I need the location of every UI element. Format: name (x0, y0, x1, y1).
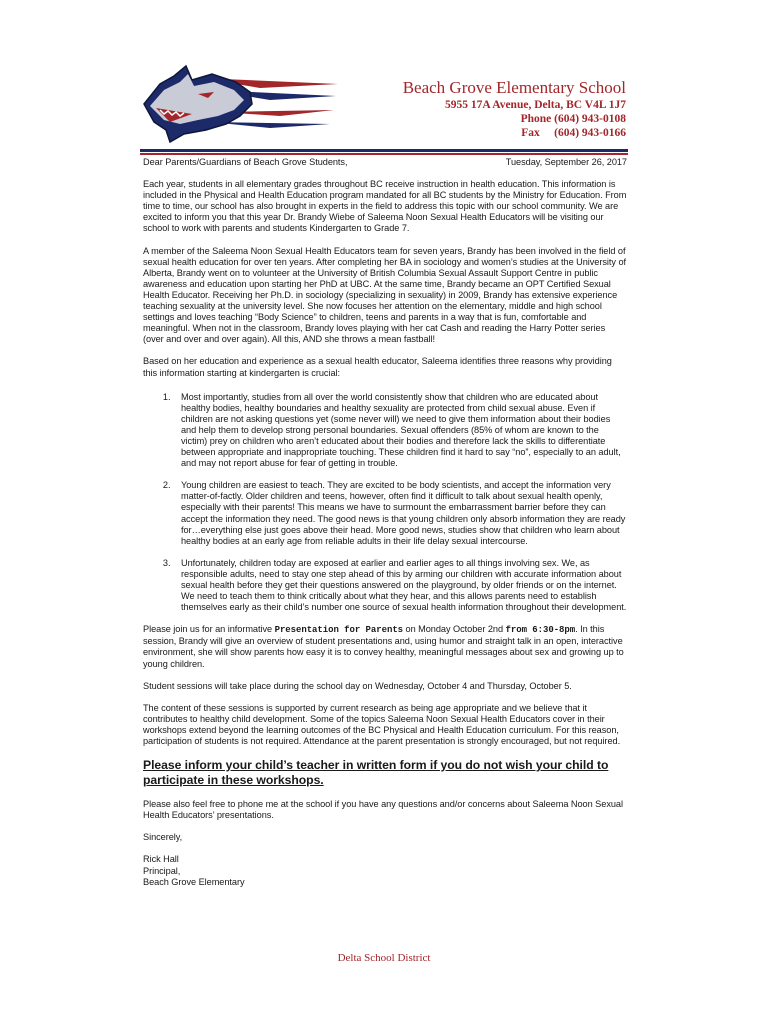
paragraph-student-sessions: Student sessions will take place during the school day on Wednesday, October 4 and Thursday, October 5. (143, 680, 572, 691)
paragraph-content-note: The content of these sessions is supported by current research as being age appropriate and we believe that it contributes to healthy child development. Some of the topics Saleema Noon Sexual Health Educators cover in their workshops extend beyond the learning outcomes of the BC Physical and Health Education curriculum. For this reason, participation of students is not required. Attendance at the parent presentation is strongly encouraged, but not required. (143, 702, 621, 747)
letterhead-divider-red (140, 153, 628, 155)
event-time: from 6:30-8pm (505, 625, 576, 636)
paragraph-bio: A member of the Saleema Noon Sexual Health Educators team for seven years, Brandy has been involved in the field of sexual health education for over ten years. After completing her BA in sociology and women’s studies at the University of Alberta, Brandy went on to volunteer at the University of British Columbia Sexual Assault Support Centre in public awareness and education upon starting her PhD at UBC. At the same time, Brandy became an OPT Certified Sexual Health Educator. Receiving her Ph.D. in sociology (specializing in sexuality) in 2009, Brandy has extensive experience teaching sexuality at the university level. She now focuses her attention on the elementary, middle and high school settings and loves teaching “Body Science” to children, teens and parents in a way that is fun, comfortable and meaningful. When not in the classroom, Brandy loves playing with her cat Cash and reading the Harry Potter series (over and over and over again). All this, AND she throws a mean fastball! (143, 245, 627, 345)
parent-session-text-a: Please join us for an informative (143, 624, 275, 635)
letter-body (143, 157, 627, 888)
salutation: Dear Parents/Guardians of Beach Grove Students, (143, 157, 348, 167)
paragraph-parent-session (143, 624, 627, 669)
event-name: Presentation for Parents (274, 625, 404, 636)
signer-title: Principal, (143, 865, 181, 876)
school-name: Beach Grove Elementary School (402, 78, 626, 97)
wolf-head-mascot-icon (140, 64, 340, 148)
reason-item-3: 3. Unfortunately, children today are exposed at earlier and earlier ages to all things involving sex. We, as responsible adults, need to stay one step ahead of this by arming our children with accurate information about sexual health before they get their questions answered on the playground, by older friends or on the internet. We need to teach them to think critically about what they hear, and this allows parents need to establish themselves early as their child’s number one source of sexual health information throughout their development. (173, 558, 627, 613)
school-contact-block (403, 78, 626, 140)
letterhead-divider-navy (140, 149, 628, 152)
reason-item-2: 2. Young children are easiest to teach. They are excited to be body scientists, and accept the information very matter-of-factly. Older children and teens, however, often find it difficult to talk about sexual health openly, especially with their parents! This means we have to surmount the embarrassment barrier before they can accept the information they need. The good news is that young children only absorb information they are ready for…everything else just goes above their head. More good news, studies show that children who learn about healthy bodies at an early age from reliable adults in their life delay sexual intercourse. (173, 480, 627, 547)
signer-name: Rick Hall (143, 854, 179, 865)
closing: Sincerely, (143, 832, 183, 843)
school-address: 5955 17A Avenue, Delta, BC V4L 1J7 (444, 99, 626, 111)
signer-school: Beach Grove Elementary (143, 876, 245, 887)
paragraph-contact: Please also feel free to phone me at the school if you have any questions and/or concerns about Saleema Noon Sexual Health Educators’ presentations. (143, 799, 623, 821)
letter-date: Tuesday, September 26, 2017 (505, 157, 627, 167)
opt-out-notice: Please inform your child’s teacher in written form if you do not wish your child to participate in these workshops. (143, 758, 609, 788)
paragraph-reasons-intro: Based on her education and experience as a sexual health educator, Saleema identifies three reasons why providing this information starting at kindergarten is crucial: (143, 356, 612, 378)
school-phone: Phone (604) 943-0108 (520, 113, 626, 125)
district-footer: Delta School District (337, 952, 431, 964)
reasons-list (143, 392, 627, 614)
reason-item-1: 1. Most importantly, studies from all over the world consistently show that children who are educated about healthy bodies, healthy boundaries and healthy sexuality are protected from child sexual abuse. Even if children are not asking questions yet (some never will) we need to give them information about their bodies and help them to develop strong personal boundaries. Sexual offenders (85% of whom are known to the victim) prey on children who aren’t educated about their bodies and therefore lack the skills to differentiate between appropriate and inappropriate touching. These children find it hard to say “no”, especially to an adult, and may not report abuse for fear of getting in trouble. (173, 392, 627, 470)
parent-session-text-b: on Monday October 2nd (403, 624, 506, 635)
school-fax: Fax (604) 943-0166 (521, 127, 626, 139)
salutation-row (143, 157, 627, 168)
parent-session-text-c: . In this session, Brandy will give an overview of student presentations and, using humor and straight talk in an open, interactive environment, she will show parents how easy it is to convey healthy, meaningful messages about sex and growing up to young children. (143, 624, 624, 669)
paragraph-intro: Each year, students in all elementary grades throughout BC receive instruction in health education. This information is included in the Physical and Health Education program mandated for all BC students by the Ministry for Education. From time to time, our school has also brought in experts in the field to address this topic with our school community. We are excited to inform you that this year Dr. Brandy Wiebe of Saleema Noon Sexual Health Educators will be visiting our school to work with parents and students Kindergarten to Grade 7. (143, 179, 627, 234)
